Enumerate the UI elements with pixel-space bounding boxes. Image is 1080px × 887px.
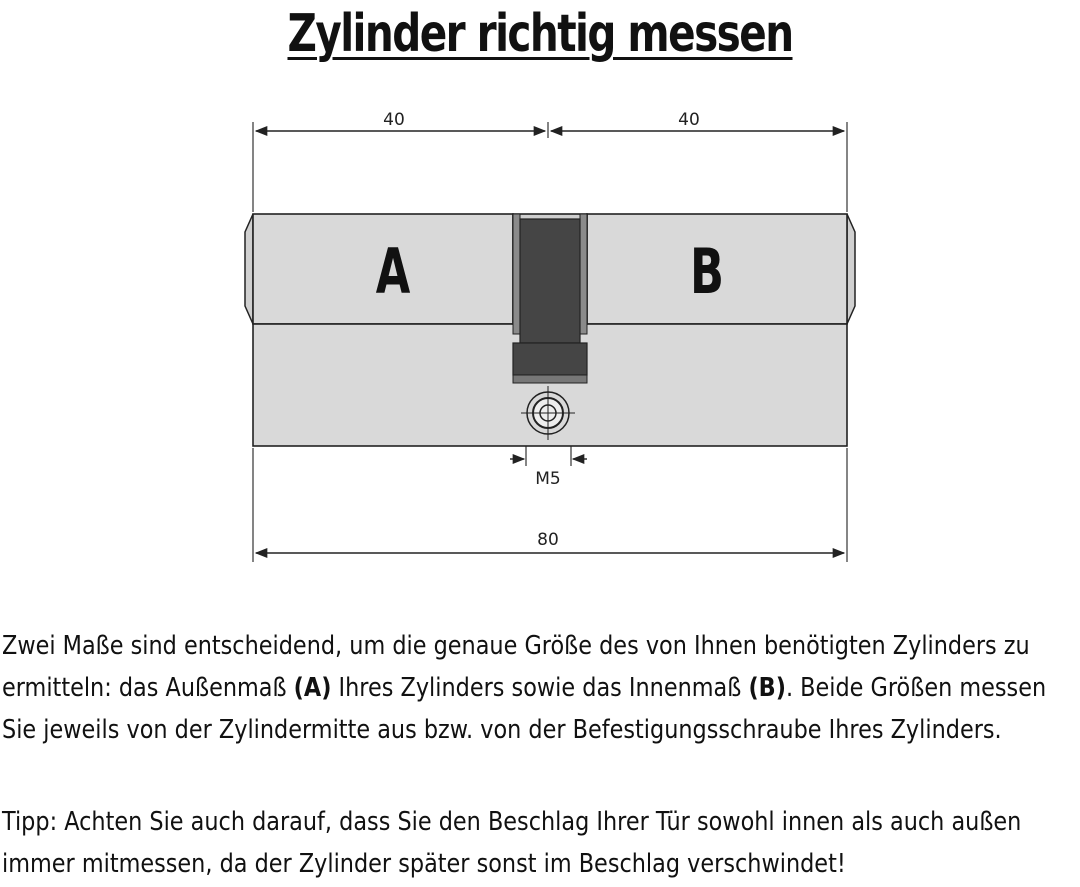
dimension-left-label: 40 <box>383 110 405 130</box>
description-paragraph <box>2 625 1077 751</box>
dimension-screw-label: M5 <box>535 469 561 489</box>
tip-paragraph: Tipp: Achten Sie auch darauf, dass Sie den Beschlag Ihrer Tür sowohl innen als auch außen immer mitmessen, da der Zylinder später sonst im Beschlag verschwindet! <box>2 807 1022 879</box>
description-text-2: Ihres Zylinders sowie das Innenmaß <box>331 673 749 703</box>
description-text-1: Zwei Maße sind entscheidend, um die genaue Größe des von Ihnen benötigten Zylinders zu ermitteln: das Außenmaß <box>2 631 1030 703</box>
description-text-3: . Beide Größen messen Sie jeweils von der Zylindermitte aus bzw. von der Befestigungsschraube Ihres Zylinders. <box>2 673 1047 745</box>
dimension-right-label: 40 <box>678 110 700 130</box>
description-ref-b: (B) <box>748 673 786 703</box>
left-end-cap <box>245 214 253 324</box>
label-b: B <box>689 235 725 308</box>
page-title-text: Zylinder richtig messen <box>287 4 793 64</box>
description-ref-a: (A) <box>293 673 332 703</box>
dimension-total-label: 80 <box>537 530 559 550</box>
cylinder-cam <box>513 214 587 383</box>
right-end-cap <box>847 214 855 324</box>
label-a: A <box>375 235 411 308</box>
